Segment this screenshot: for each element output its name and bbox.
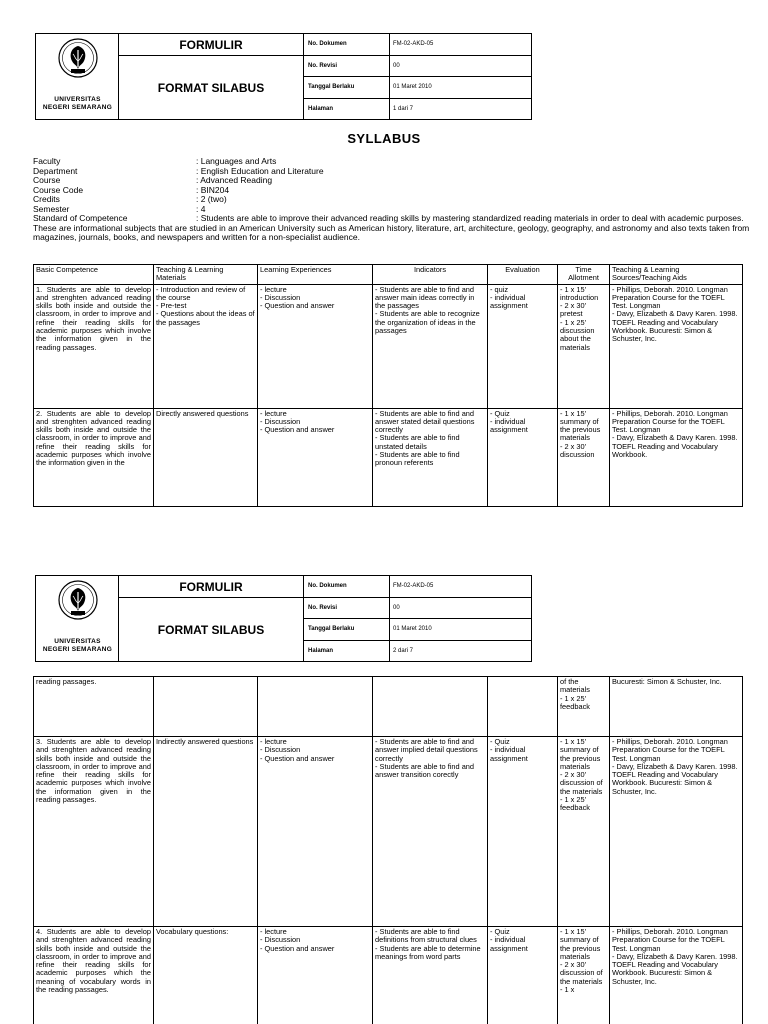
cell-line: - 1 x [560,985,575,995]
meta-value: 00 [389,598,400,619]
cell-line: - Phillips, Deborah. 2010. Longman Preparation Course for the TOEFL Test. Longman [612,737,728,763]
cell-line: - 1 x 15' summary of the previous materials [560,408,601,443]
meta-key: No. Revisi [308,604,338,611]
meta-row-page [304,641,532,663]
meta-row-effective-date [304,77,532,99]
cell-line: - individual assignment [490,292,528,311]
university-name [36,96,119,112]
info-row [33,157,758,167]
meta-key: No. Revisi [308,62,338,69]
cell-line: - 1 x 15' summary of the previous materials [560,927,601,961]
university-logo-icon [58,38,98,78]
cell-line: - lecture [260,408,287,418]
cell-competence: 1. Students are able to develop and strenghten advanced reading skills both inside and outside the classroom, in order to improve and refine their reading skills for academic purposes which involve the information given in the reading passages. [34,284,154,408]
meta-key: Halaman [308,647,334,654]
cell-experiences [258,677,373,737]
meta-value: FM-02-AKD-05 [389,34,433,55]
cell-line: - Phillips, Deborah. 2010. Longman Preparation Course for the TOEFL Test. Longman [612,408,728,435]
meta-value: 00 [389,56,400,77]
document-header [35,33,532,120]
meta-key: No. Dokumen [308,41,347,47]
cell-experiences [258,737,373,927]
university-line-2: NEGERI SEMARANG [42,646,113,653]
cell-line: - Students are able to recognize the organization of ideas in the passages [375,309,480,336]
cell-materials [154,408,258,506]
cell-materials [154,677,258,737]
info-row [33,186,758,196]
course-info [33,157,758,243]
cell-indicators [373,284,488,408]
cell-line: Vocabulary questions: [156,927,229,936]
meta-value: FM-02-AKD-05 [389,576,433,597]
cell-line: - Davy, Elizabeth & Davy Karen. 1998. TOEFL Reading and Vocabulary Workbook. Bucuresti: Simon & Schuster, Inc. [612,309,738,344]
cell-line: - Students are able to find and answer implied detail questions correctly [375,737,478,763]
standard-value-text: : Students are able to improve their advanced reading skills by mastering standardized reading materials in order to deal with academic purposes. These are informational subjects that are studied in an American University such as American history, literature, art, architecture, geology, geography, and astronomy and also texts taken from magazines, journals, books, and newspapers and written for a non-specialist audience. [33,213,750,242]
cell-line: - Quiz [490,737,510,746]
info-row [33,167,758,177]
meta-value: 1 dari 7 [389,99,413,121]
table-row [34,927,743,1024]
info-value: : BIN204 [196,184,230,195]
cell-indicators [373,408,488,506]
cell-evaluation [488,737,558,927]
cell-experiences [258,284,373,408]
cell-sources [610,927,743,1024]
cell-line: - Question and answer [260,943,335,953]
cell-materials [154,737,258,927]
meta-value: 01 Maret 2010 [389,77,432,98]
cell-sources [610,408,743,506]
syllabus-table-page-1 [33,264,743,507]
column-header: Indicators [373,265,488,285]
cell-line: - quiz [490,284,509,294]
cell-line: - Phillips, Deborah. 2010. Longman Preparation Course for the TOEFL Test. Longman [612,927,728,953]
cell-line: - 1 x 15' introduction [560,284,599,302]
cell-indicators [373,927,488,1024]
university-name [36,638,119,654]
column-header: Teaching & Learning Materials [154,265,258,285]
info-key: Department [33,165,78,176]
cell-indicators [373,737,488,927]
cell-materials [154,927,258,1024]
cell-materials [154,284,258,408]
meta-row-revision [304,598,532,620]
info-key: Semester [33,203,70,214]
cell-evaluation [488,677,558,737]
cell-line: - lecture [260,737,287,746]
cell-competence: reading passages. [34,677,154,737]
document-meta [304,576,532,661]
cell-line: - 1 x 25' discussion about the materials [560,317,595,352]
column-header: Learning Experiences [258,265,373,285]
table-header-row [34,265,743,285]
table-row [34,408,743,506]
form-title: FORMULIR [119,34,303,56]
cell-line: - Students are able to find and answer transition corectly [375,761,475,780]
column-header: Basic Competence [34,265,154,285]
info-value: : 2 (two) [196,194,227,204]
cell-time [558,284,610,408]
cell-indicators [373,677,488,737]
cell-line: Directly answered questions [156,408,249,418]
cell-competence: 3. Students are able to develop and strenghten advanced reading skills both inside and outside the classroom, in order to improve and refine their reading skills for academic purposes which involve the information given in the reading passages. [34,737,154,927]
cell-line: - Students are able to find unstated details [375,433,460,451]
meta-row-page [304,99,532,121]
logo-cell [36,34,119,119]
cell-line: - Discussion [260,745,301,755]
info-key: Course [33,175,61,185]
cell-time [558,927,610,1024]
cell-time [558,677,610,737]
university-line-2: NEGERI SEMARANG [42,104,113,111]
cell-experiences [258,927,373,1024]
info-value: : English Education and Literature [196,165,324,176]
cell-line: - Davy, Elizabeth & Davy Karen. 1998. TOEFL Reading and Vocabulary Workbook. Bucuresti: Simon & Schuster, Inc. [612,761,738,796]
cell-line: - 1 x 15' summary of the previous materials [560,737,601,771]
cell-line: - Introduction and review of the course [156,284,246,302]
standard-value [33,214,758,243]
info-value: : Languages and Arts [196,156,277,166]
cell-line: - Question and answer [260,425,335,435]
cell-line: - 1 x 25' feedback [560,693,590,711]
cell-line: - 2 x 30' pretest [560,301,587,319]
syllabus-table-page-2 [33,676,743,1024]
cell-line: - Students are able to find pronoun referents [375,450,460,468]
university-logo-icon [58,580,98,620]
cell-line: - Question and answer [260,301,335,311]
column-header: Evaluation [488,265,558,285]
title-cell [119,576,304,661]
meta-key: Tanggal Berlaku [308,626,355,632]
meta-value: 01 Maret 2010 [389,619,432,640]
form-subtitle: FORMAT SILABUS [157,623,265,637]
info-row [33,176,758,186]
document-meta [304,34,532,119]
info-value: : 4 [196,203,206,214]
info-key: Credits [33,194,60,204]
cell-line: - Students are able to find and answer stated detail questions correctly [375,408,475,435]
cell-time [558,737,610,927]
cell-line: - Discussion [260,935,301,945]
meta-key: Halaman [308,105,334,112]
meta-key: No. Dokumen [308,583,347,589]
cell-line: - 1 x 25' feedback [560,795,590,813]
cell-line: - Students are able to determine meanings from word parts [375,943,481,961]
cell-sources [610,677,743,737]
meta-row-revision [304,56,532,78]
meta-row-doc-number [304,34,532,56]
cell-experiences [258,408,373,506]
cell-time [558,408,610,506]
cell-line: - Discussion [260,292,301,302]
cell-evaluation [488,284,558,408]
standard-of-competence [33,214,758,243]
standard-key: Standard of Competence [33,213,128,223]
cell-line: of the materials [560,677,590,695]
info-key: Course Code [33,184,84,195]
info-value: : Advanced Reading [196,175,273,185]
logo-cell [36,576,119,661]
cell-line: - lecture [260,927,287,936]
info-row [33,195,758,205]
cell-line: - Quiz [490,408,510,418]
cell-line: - Students are able to find definitions from structural clues [375,927,477,945]
table-row [34,677,743,737]
cell-line: - individual assignment [490,935,528,953]
meta-row-doc-number [304,576,532,598]
cell-line: - Davy, Elizabeth & Davy Karen. 1998. TOEFL Reading and Vocabulary Workbook. Bucuresti: Simon & Schuster, Inc. [612,951,738,986]
table-row [34,284,743,408]
cell-line: - 2 x 30' discussion [560,441,595,460]
cell-line: - Questions about the ideas of the passages [156,309,255,327]
document-header-page-2 [35,575,532,662]
meta-key: Tanggal Berlaku [308,84,355,90]
form-subtitle: FORMAT SILABUS [157,81,265,95]
cell-line: - Pre-test [156,301,187,311]
university-line-1: UNIVERSITAS [54,96,101,103]
cell-sources [610,737,743,927]
cell-line: - Phillips, Deborah. 2010. Longman Preparation Course for the TOEFL Test. Longman [612,284,728,311]
cell-line: Indirectly answered questions [156,737,254,746]
cell-line: - 2 x 30' discussion of the materials [560,960,603,986]
meta-row-effective-date [304,619,532,641]
university-line-1: UNIVERSITAS [54,638,101,645]
info-key: Faculty [33,156,61,166]
cell-evaluation [488,408,558,506]
table-row [34,737,743,927]
cell-line: - Question and answer [260,753,335,763]
cell-line: Bucuresti: Simon & Schuster, Inc. [612,677,722,686]
cell-competence: 4. Students are able to develop and strenghten advanced reading skills both inside and outside the classroom, in order to improve and refine their reading skills for academic purposes which the meaning of vocabulary words in the reading passages. [34,927,154,1024]
cell-line: - lecture [260,284,287,294]
cell-line: - Davy, Elizabeth & Davy Karen. 1998. TOEFL Reading and Vocabulary Workbook. [612,433,738,460]
column-header: Time Allotment [558,265,610,285]
form-title: FORMULIR [119,576,303,598]
cell-line: - individual assignment [490,745,528,763]
page-title: SYLLABUS [347,131,421,146]
column-header: Teaching & Learning Sources/Teaching Aids [610,265,743,285]
cell-line: - individual assignment [490,416,528,435]
cell-line: - 2 x 30' discussion of the materials [560,770,603,796]
cell-competence: 2. Students are able to develop and strenghten advanced reading skills both inside and outside the classroom, in order to improve and refine their reading skills for academic purposes which involve the information given in the [34,408,154,506]
cell-evaluation [488,927,558,1024]
cell-line: - Students are able to find and answer main ideas correctly in the passages [375,284,475,311]
cell-line: - Discussion [260,416,301,426]
meta-value: 2 dari 7 [389,641,413,663]
title-cell [119,34,304,119]
cell-line: - Quiz [490,927,510,936]
cell-sources [610,284,743,408]
